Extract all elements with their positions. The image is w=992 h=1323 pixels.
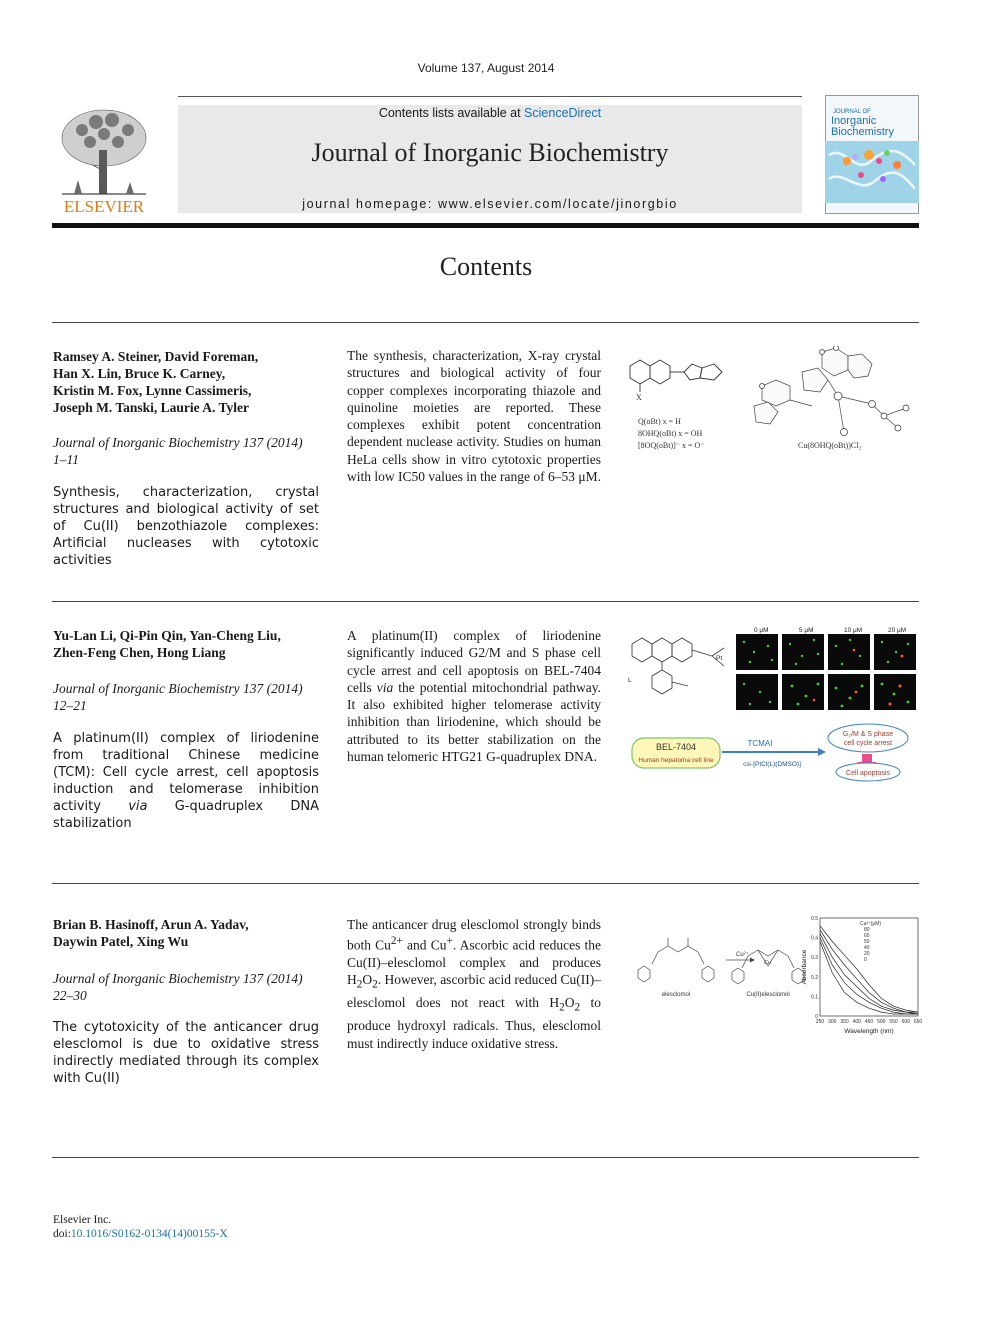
cu-center-label: Cu xyxy=(764,960,772,966)
ligand-label-1: Q(oBt) x = H xyxy=(638,417,681,426)
microscopy-panels xyxy=(736,627,916,710)
citation-pages: 22–30 xyxy=(53,988,87,1003)
ligand-x-label: X xyxy=(636,393,642,402)
x-tick-label: 300 xyxy=(828,1019,837,1025)
elesclomol-structure-drawing xyxy=(638,938,714,982)
citation-journal: Journal of Inorganic Biochemistry 137 (2014) xyxy=(53,435,303,450)
dose-label-5: 5 μM xyxy=(799,627,814,634)
elsevier-wordmark: ELSEVIER xyxy=(63,197,145,216)
dose-label-10: 10 μM xyxy=(844,627,863,634)
legend-entry: 60 xyxy=(864,933,870,939)
abstract-sup: + xyxy=(446,935,453,948)
y-tick-label: 0 xyxy=(815,1014,818,1020)
abstract-italic: via xyxy=(376,679,394,695)
cover-title-top: JOURNAL OF xyxy=(833,109,871,115)
legend-entry: 40 xyxy=(864,945,870,951)
citation-pages: 12–21 xyxy=(53,698,87,713)
article-2-graphical-abstract xyxy=(624,626,920,782)
article-1-title[interactable]: Synthesis, characterization, crystal structures and biological activity of set of Cu(II) benzothiazole complexes: Artificial nucleases with cytotoxic activities xyxy=(53,485,319,568)
contents-available-prefix: Contents lists available at xyxy=(378,106,525,120)
y-axis-label: Absorbance xyxy=(801,949,808,985)
footer-doi xyxy=(53,1228,228,1240)
ligand-structure-drawing xyxy=(630,360,722,392)
journal-cover-thumbnail xyxy=(825,95,919,214)
x-tick-label: 550 xyxy=(889,1019,898,1025)
abstract-text: the potential mitochondrial pathway. It also exhibited higher telomerase activity inhibition than liriodenine, which should be attributed to its better stabilization on the human telomeric HTG21 G-quadruplex DNA. xyxy=(347,679,601,765)
article-1-graphical-abstract xyxy=(622,346,920,458)
y-tick-label: 0.5 xyxy=(811,916,818,922)
legend-entry: 20 xyxy=(864,951,870,957)
header-thick-rule xyxy=(52,223,919,228)
x-tick-label: 400 xyxy=(852,1019,861,1025)
abstract-text: . However, ascorbic acid reduced Cu(II)–elesclomol does not react with H xyxy=(347,972,601,1011)
footer-publisher: Elsevier Inc. xyxy=(53,1214,112,1226)
legend-title: Cu²⁺(μM) xyxy=(860,921,882,927)
cover-title-line2: Biochemistry xyxy=(831,126,894,138)
article-separator xyxy=(52,1157,919,1158)
cu-complex-label: Cu(II)elesclomol xyxy=(746,992,790,998)
article-separator xyxy=(52,322,919,323)
liriodenine-structure-drawing xyxy=(632,638,724,694)
author-line: Han X. Lin, Bruce K. Carney, xyxy=(53,366,226,381)
elsevier-logo xyxy=(52,100,156,216)
article-3-graphical-abstract xyxy=(628,912,922,1038)
legend-entry: 80 xyxy=(864,927,870,933)
abstract-text: The anticancer drug elesclomol strongly binds both Cu xyxy=(347,917,601,953)
tcmai-label: TCMAI xyxy=(747,739,773,748)
abstract-sub: 2 xyxy=(372,979,378,992)
abstract-text: . Ascorbic acid reduces the Cu(II)–elesclomol complex and produces H xyxy=(347,937,602,988)
citation-journal: Journal of Inorganic Biochemistry 137 (2014) xyxy=(53,971,303,986)
author-line: Ramsey A. Steiner, David Foreman, xyxy=(53,349,259,364)
abstract-text: to produce hydroxyl radicals. Thus, elesclomol must indirectly induce oxidative stress. xyxy=(347,995,601,1051)
citation-journal: Journal of Inorganic Biochemistry 137 (2014) xyxy=(53,681,303,696)
author-line: Brian B. Hasinoff, Arun A. Yadav, xyxy=(53,917,249,932)
journal-homepage[interactable]: journal homepage: www.elsevier.com/locate/jinorgbio xyxy=(302,197,678,211)
title-text: A platinum(II) complex of liriodenine from traditional Chinese medicine (TCM): Cell cycle arrest, cell apoptosis induction and telomerase inhibition activity xyxy=(53,731,319,814)
arrest-label: cell cycle arrest xyxy=(843,740,893,747)
article-separator xyxy=(52,601,919,602)
x-tick-label: 650 xyxy=(913,1019,922,1025)
article-2-authors xyxy=(53,627,323,661)
article-2-citation[interactable] xyxy=(53,680,321,714)
crystal-structure-drawing xyxy=(754,348,906,432)
legend-entry: 0 xyxy=(864,957,867,963)
article-2-title[interactable] xyxy=(53,730,319,832)
article-3-citation[interactable] xyxy=(53,970,321,1004)
article-3-authors xyxy=(53,916,323,950)
volume-line: Volume 137, August 2014 xyxy=(417,61,555,75)
header-top-rule xyxy=(178,96,802,97)
x-tick-label: 450 xyxy=(864,1019,874,1025)
author-line: Zhen-Feng Chen, Hong Liang xyxy=(53,645,226,660)
dose-label-0: 0 μM xyxy=(754,627,769,634)
ligand-label-2: 8OHQ(oBt) x = OH xyxy=(638,429,703,438)
x-axis-label: Wavelength (nm) xyxy=(844,1028,894,1035)
journal-title: Journal of Inorganic Biochemistry xyxy=(311,138,669,167)
abstract-text: O xyxy=(362,972,373,988)
y-tick-label: 0.2 xyxy=(811,974,818,981)
ligand-l-label: L xyxy=(628,677,632,684)
elesclomol-label: elesclomol xyxy=(661,992,691,998)
absorbance-spectra-chart xyxy=(801,916,922,1035)
abstract-sub: 2 xyxy=(356,979,363,992)
title-italic: via xyxy=(128,799,148,814)
x-tick-label: 600 xyxy=(901,1019,910,1025)
y-tick-label: 0.1 xyxy=(811,994,818,1001)
sciencedirect-link[interactable]: ScienceDirect xyxy=(524,106,602,120)
x-tick-label: 350 xyxy=(840,1019,849,1025)
author-line: Joseph M. Tanski, Laurie A. Tyler xyxy=(53,400,250,415)
doi-prefix: doi: xyxy=(53,1228,71,1240)
cover-title-line1: Inorganic xyxy=(831,115,877,127)
doi-link[interactable]: 10.1016/S0162-0134(14)00155-X xyxy=(70,1228,228,1240)
abstract-sub: 2 xyxy=(574,1002,581,1015)
contents-available-line xyxy=(178,106,802,120)
apoptosis-label: Cell apoptosis xyxy=(846,770,890,777)
author-line: Daywin Patel, Xing Wu xyxy=(53,934,189,949)
abstract-sub: 2 xyxy=(559,1002,565,1015)
page-title: Contents xyxy=(439,252,533,281)
y-tick-label: 0.4 xyxy=(811,935,818,942)
x-tick-label: 500 xyxy=(877,1019,886,1025)
author-line: Kristin M. Fox, Lynne Cassimeris, xyxy=(53,383,252,398)
ligand-label-3: [8OQ(oBt)]⁻ x = O⁻ xyxy=(638,441,705,450)
article-1-abstract: The synthesis, characterization, X-ray crystal structures and biological activity of four copper complexes incorporating thiazole and quinoline moieties are reported. These complexes exhibit potent concentration dependent nuclease activity. Studies on human HeLa cells show in vitro cytotoxic properties with low IC50 values in the range of 6–53 μM. xyxy=(347,348,601,485)
y-tick-label: 0.3 xyxy=(811,955,818,962)
article-2-abstract xyxy=(347,627,601,765)
author-line: Yu-Lan Li, Qi-Pin Qin, Yan-Cheng Liu, xyxy=(53,628,281,643)
article-1-authors xyxy=(53,348,323,416)
pt-label: Pt xyxy=(716,655,723,662)
abstract-text: and Cu xyxy=(402,937,447,953)
citation-pages: 1–11 xyxy=(53,452,79,467)
abstract-text: O xyxy=(564,995,575,1011)
cu-arrow-label: Cu²⁺ xyxy=(736,952,749,958)
title-text: G-quadruplex DNA stabilization xyxy=(53,799,319,831)
abstract-sup: 2+ xyxy=(390,935,403,948)
legend-entry: 50 xyxy=(864,939,870,945)
abstract-text: A platinum(II) complex of liriodenine significantly induced G2/M and S phase cell cycle arrest and cell apoptosis on BEL-7404 cells xyxy=(347,628,601,695)
hepatoma-label: Human hepatoma cell line xyxy=(638,757,714,764)
x-tick-label: 250 xyxy=(815,1019,825,1025)
article-1-citation[interactable] xyxy=(53,434,321,468)
phase-label: G₂/M & S phase xyxy=(842,731,894,738)
article-3-abstract xyxy=(347,916,601,1052)
complex-label: Cu(8OHQ(oBt))Cl₂ xyxy=(798,441,862,450)
article-3-title[interactable]: The cytotoxicity of the anticancer drug elesclomol is due to oxidative stress indirectly mediated through its complex with Cu(II) xyxy=(53,1020,319,1086)
dose-label-20: 20 μM xyxy=(888,627,907,634)
bel7404-label: BEL-7404 xyxy=(655,742,697,752)
article-separator xyxy=(52,883,919,884)
complex-formula-label: cis-[PtCl(L)(DMSO)] xyxy=(743,761,801,768)
